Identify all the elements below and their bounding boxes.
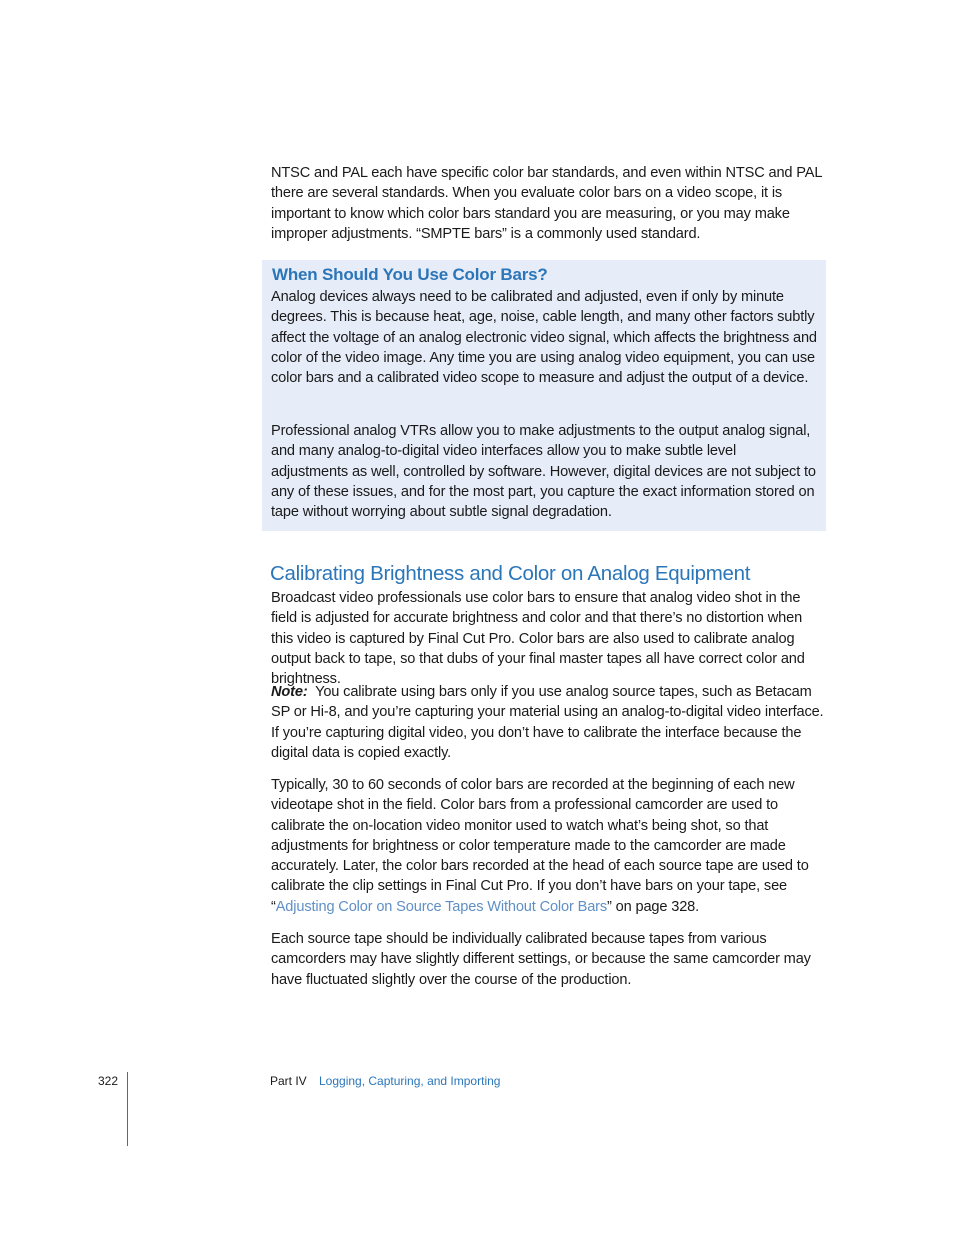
paragraph-3-text: Typically, 30 to 60 seconds of color bars are recorded at the beginning of each new videotape shot in the field. Color bars from a professional camcorder are used to calibrate the on-location video monitor used to watch what’s being shot, so that adjustments for brightness or color temperature made to the camcorder are made accurately. Later, the color bars recorded at the head of each source tape are used to calibrate the clip settings in Final Cut Pro. If you don’t have bars on your tape, see “: [271, 777, 809, 915]
footer-part-label: Part IV: [270, 1074, 307, 1088]
page-number: 322: [98, 1074, 119, 1088]
cross-reference-link[interactable]: Adjusting Color on Source Tapes Without Color Bars: [275, 898, 608, 915]
note-text: You calibrate using bars only if you use analog source tapes, such as Betacam SP or Hi-8, and you’re capturing your material using an analog-to-digital video interface. If you’re capturing digital video, you don’t have to calibrate the interface because the digital data is copied exactly.: [271, 684, 824, 761]
footer-chapter-title: Logging, Capturing, and Importing: [319, 1074, 501, 1088]
sidebar-paragraph-1: Analog devices always need to be calibrated and adjusted, even if only by minute degrees. This is because heat, age, noise, cable length, and many other factors subtly affect the voltage of an analog electronic video signal, which affects the brightness and color of the video image. Any time you are using analog video equipment, you can use color bars and a calibrated video scope to measure and adjust the output of a device.: [271, 289, 817, 387]
note-paragraph: [271, 682, 827, 763]
section-paragraph-4: Each source tape should be individually calibrated because tapes from various camcorders may have slightly different settings, or because the same camcorder may have fluctuated slightly over the course of the production.: [271, 931, 811, 988]
note-label: Note:: [271, 684, 308, 700]
intro-paragraph: NTSC and PAL each have specific color bar standards, and even within NTSC and PAL there are several standards. When you evaluate color bars on a video scope, it is important to know which color bars standard you are measuring, or you may make improper adjustments. “SMPTE bars” is a commonly used standard.: [271, 165, 822, 242]
paragraph-3-page-ref: ” on page 328.: [607, 898, 700, 915]
section-paragraph-3: [271, 775, 827, 917]
sidebar-paragraph-2: Professional analog VTRs allow you to make adjustments to the output analog signal, and many analog-to-digital video interfaces allow you to make subtle level adjustments as well, controlled by software. However, digital devices are not subject to any of these issues, and for the most part, you capture the exact information stored on tape without worrying about subtle signal degradation.: [271, 423, 816, 521]
sidebar-title: When Should You Use Color Bars?: [272, 265, 548, 284]
section-title: Calibrating Brightness and Color on Analog Equipment: [270, 562, 751, 585]
footer-rule: [127, 1072, 128, 1146]
section-paragraph-1: Broadcast video professionals use color bars to ensure that analog video shot in the field is adjusted for accurate brightness and color and that there’s no distortion when this video is captured by Final Cut Pro. Color bars are also used to calibrate analog output back to tape, so that dubs of your final master tapes all have correct color and brightness.: [271, 590, 805, 688]
